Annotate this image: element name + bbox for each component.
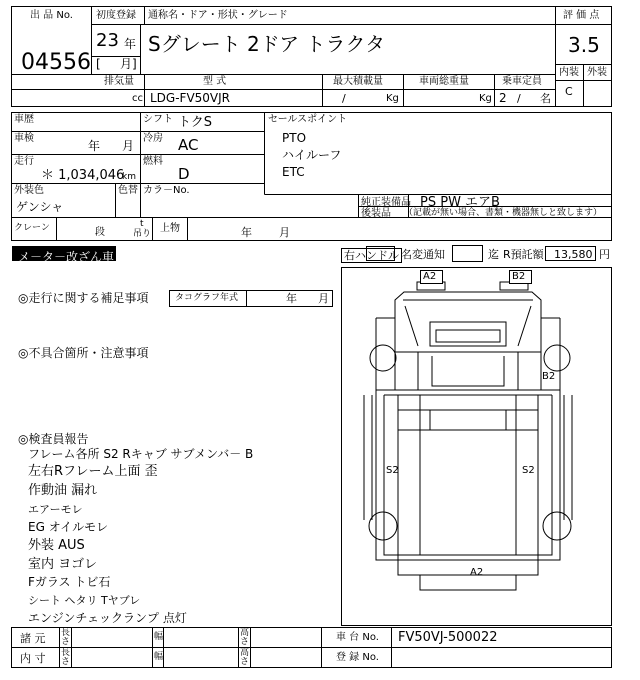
upper-month: 月 [279,226,290,239]
mark-a2-top: A2 [423,271,437,282]
lot-number: 04556 [21,50,91,75]
width-label-2: 幅 [154,652,164,662]
aircon-label: 冷房 [143,133,163,144]
color-no-label: カラ－No. [143,185,190,196]
crane-stage: 段 [95,227,105,238]
inspector-item-5: EG オイルモレ [28,520,109,534]
right-hand-flag: 右ハンドル [341,248,402,263]
aircon-value: AC [178,136,199,154]
inspector-item-9: シート ヘタリ Tヤブレ [28,594,141,607]
r-reading-value: 13,580 [554,248,593,261]
kg-unit-2: Kg [479,93,492,104]
kg-unit-1: Kg [386,93,399,104]
defects-label: ◎不具合箇所・注意事項 [18,346,149,360]
width-label-1: 幅 [154,632,164,642]
reg-year-unit: 年 [124,37,137,51]
inspection-year: 年 [88,139,101,153]
dimensions-label: 諸 元 [20,632,46,645]
genuine-equip-label: 純正装備品 [361,197,411,208]
crane-ton: t [140,219,144,229]
tachograph-year: 年 [286,292,297,305]
upper-year: 年 [241,226,252,239]
tachograph-month: 月 [318,292,329,305]
model-label: 型 式 [203,76,227,87]
crane-label: クレーン [14,223,50,233]
score-value: 3.5 [568,33,600,57]
max-load-label: 最大積載量 [333,76,383,87]
inspection-month: 月 [122,139,135,153]
history-label: 車歴 [14,114,34,125]
inspector-item-6: 外装 AUS [28,538,85,553]
height-label-2: 高さ [240,648,250,667]
color-change-label: 色替 [118,185,138,196]
chassis-label: 車 台 No. [336,632,379,643]
reg-month-unit: 月] [120,57,137,71]
month-bracket: [ [96,57,101,71]
mark-s2-left: S2 [386,465,399,476]
mark-s2-right: S2 [522,465,535,476]
sales-point-label: セールスポイント [268,114,348,125]
capacity-value: 2 [499,91,507,105]
sales-point-2: ハイルーフ [282,148,342,162]
score-label: 評 価 点 [563,10,600,21]
capacity-unit: 名 [540,92,551,105]
length-label-1: 長さ [61,628,71,647]
meter-tamper-badge: メ－タ－改ざん車 [12,246,116,261]
capacity-sep: / [517,92,521,105]
yen-unit: 円 [599,248,610,261]
max-load-sep: / [342,92,346,105]
mileage-label: 走行 [14,156,34,167]
inspector-item-3: 作動油 漏れ [28,483,98,498]
lot-label: 出 品 No. [30,10,73,21]
mileage-unit: km [122,172,136,182]
shift-value: トクS [178,115,212,130]
chassis-value: FV50VJ-500022 [398,630,498,645]
fuel-label: 燃料 [143,156,163,167]
drive-supplement-label: ◎走行に関する補足事項 [18,291,149,305]
first-reg-label: 初度登録 [96,10,136,21]
mark-b2-right: B2 [542,371,556,382]
interior-grade: C [565,85,573,98]
interior-label: 内装 [559,67,579,78]
height-label-1: 高さ [240,628,250,647]
name-label: 通称名・ドア・形状・グレード [148,10,288,21]
fuel-value: D [178,165,190,183]
inspector-label: ◎検査員報告 [18,432,89,446]
sales-point-1: PTO [282,131,307,145]
length-label-2: 長さ [61,648,71,667]
genuine-equip-value: PS PW エアB [420,195,500,210]
exterior-label: 外装 [587,67,607,78]
mark-b2-top: B2 [512,271,526,282]
name-change-label: 名変通知 [401,248,445,261]
interior-dims-label: 内 寸 [20,652,46,665]
reg-year: 23 [96,30,119,51]
shift-label: シフト [143,114,173,125]
aftermarket-note: （記載が無い場合、書類・機器無しと致します） [404,208,603,218]
cc-unit: cc [132,93,143,104]
capacity-label: 乗車定員 [502,76,542,87]
color-label: 外装色 [14,185,44,196]
aftermarket-label: 後装品 [361,208,391,219]
inspector-item-1: フレーム各所 S2 Rキャブ サブメンバ－ B [28,447,254,461]
inspector-item-4: エアーモレ [28,503,83,516]
tachograph-label: タコグラフ年式 [175,293,239,303]
inspector-item-2: 左右Rフレーム上面 歪 [28,464,158,479]
inspector-item-10: エンジンチェックランプ 点灯 [28,611,187,625]
until-label: 迄 [488,248,499,261]
model-value: LDG-FV50VJR [150,91,231,105]
vehicle-name: Sグレート 2ドア トラクタ [148,32,386,56]
r-reading-label: R預託額 [503,248,544,261]
mark-a2-bottom: A2 [470,567,484,578]
inspector-item-8: Fガラス トビ石 [28,575,111,589]
inspection-label: 車検 [14,133,34,144]
inspector-item-7: 室内 ヨゴレ [28,557,98,572]
gross-weight-label: 車両総重量 [419,76,469,87]
upper-label: 上物 [160,223,180,234]
displacement-label: 排気量 [104,76,134,87]
mileage-value: ＊ 1,034,046 [41,168,125,183]
registration-label: 登 録 No. [336,652,379,663]
color-value: ゲンシャ [16,200,64,214]
sales-point-3: ETC [282,165,305,179]
crane-hang: 吊り [133,229,152,239]
